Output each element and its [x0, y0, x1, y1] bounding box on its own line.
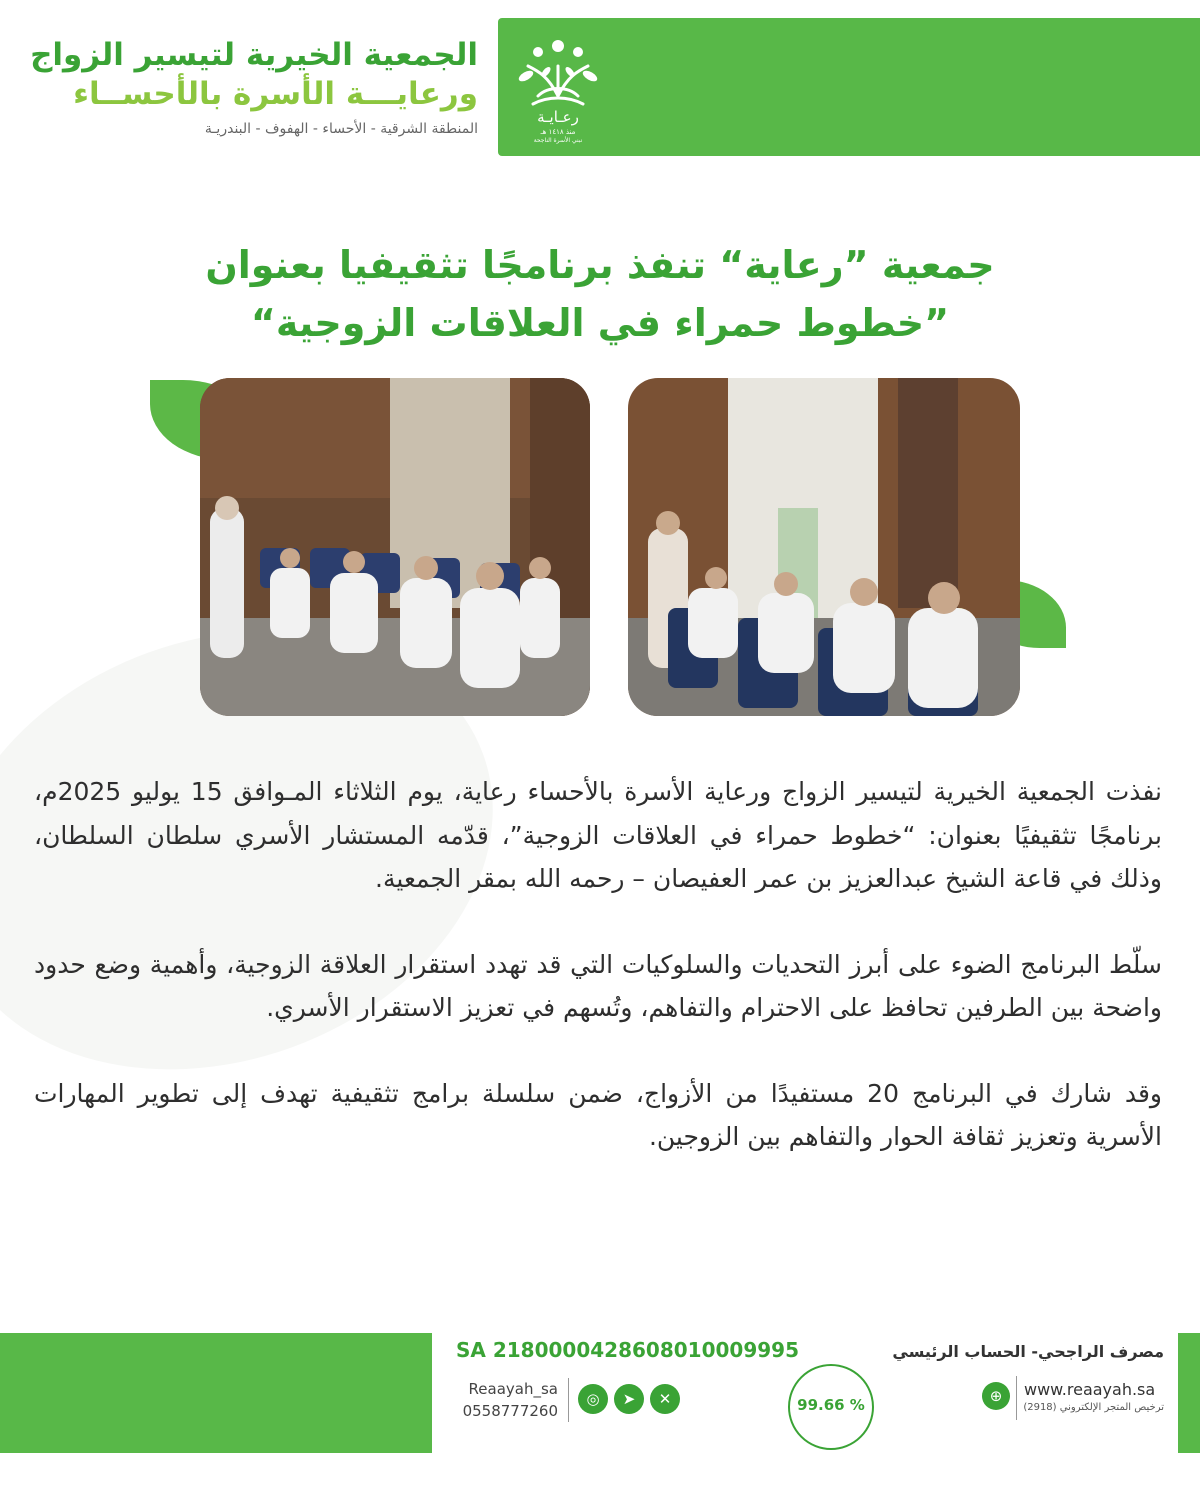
org-regions: المنطقة الشرقية - الأحساء - الهفوف - البندريـة	[204, 121, 478, 137]
footer-band-left	[0, 1333, 432, 1453]
organization-name	[8, 36, 478, 144]
x-icon[interactable]: ✕	[650, 1384, 680, 1414]
footer-band-right	[1178, 1333, 1200, 1453]
bank-account-label: مصرف الراجحي- الحساب الرئيسي	[892, 1342, 1164, 1361]
telegram-icon[interactable]: ➤	[614, 1384, 644, 1414]
instagram-icon[interactable]: ◎	[578, 1384, 608, 1414]
svg-text:رعـايـة: رعـايـة	[537, 108, 579, 126]
meeting-photo-left	[200, 378, 590, 716]
paragraph-1: نفذت الجمعية الخيرية لتيسير الزواج ورعاية الأسرة بالأحساء رعاية، يوم الثلاثاء المـوافق 15 يوليو 2025م، برنامجًا تثقيفيًا بعنوان: “خطوط حمراء في العلاقات الزوجية”، قدّمه المستشار الأسري سلطان السلطان، وذلك في قاعة الشيخ عبدالعزيز بن عمر العفيصان – رحمه الله بمقر الجمعية.	[34, 777, 1162, 893]
website-link[interactable]: www.reaayah.sa	[1024, 1380, 1156, 1399]
logo-icon	[508, 26, 608, 144]
phone-number[interactable]: 0558777260	[462, 1402, 558, 1420]
page-title	[150, 236, 1050, 352]
paragraph-3: وقد شارك في البرنامج 20 مستفيدًا من الأزواج، ضمن سلسلة برامج تثقيفية تهدف إلى تطوير المهارات الأسرية وتعزيز ثقافة الحوار والتفاهم بين الزوجين.	[34, 1078, 1163, 1151]
logo	[508, 26, 608, 144]
store-license: ترخيص المتجر الإلكتروني (2918)	[1023, 1402, 1164, 1413]
title-line1: جمعية ”رعاية“ تنفذ برنامجًا تثقيفيا بعنوان	[205, 243, 995, 287]
social-handle[interactable]: Reaayah_sa	[468, 1380, 558, 1398]
governance-seal	[788, 1364, 874, 1450]
divider	[1016, 1376, 1017, 1420]
paragraph-2: سلّط البرنامج الضوء على أبرز التحديات والسلوكيات التي قد تهدد استقرار العلاقة الزوجية، وأهمية وضع حدود واضحة بين الطرفين تحافظ على الاحترام والتفاهم، وتُسهم في تعزيز الاستقرار الأسري.	[34, 949, 1162, 1022]
globe-icon[interactable]: ⊕	[982, 1382, 1010, 1410]
contact-block	[460, 1378, 558, 1422]
title-line2: ”خطوط حمراء في العلاقات الزوجية“	[250, 301, 950, 345]
org-name-line1: الجمعية الخيرية لتيسير الزواج	[30, 37, 478, 73]
org-name-line2: ورعايـــة الأسرة بالأحســاء	[73, 76, 478, 112]
meeting-photo-right	[628, 378, 1020, 716]
iban-number: SA 2180000428608010009995	[456, 1338, 799, 1362]
article-body	[34, 770, 1162, 1201]
svg-text:منذ ١٤١٨ هـ: منذ ١٤١٨ هـ	[540, 128, 576, 136]
divider	[568, 1378, 569, 1422]
seal-value: 99.66 %	[797, 1396, 865, 1414]
svg-text:نبني الأسرة الناجحة: نبني الأسرة الناجحة	[533, 137, 583, 144]
